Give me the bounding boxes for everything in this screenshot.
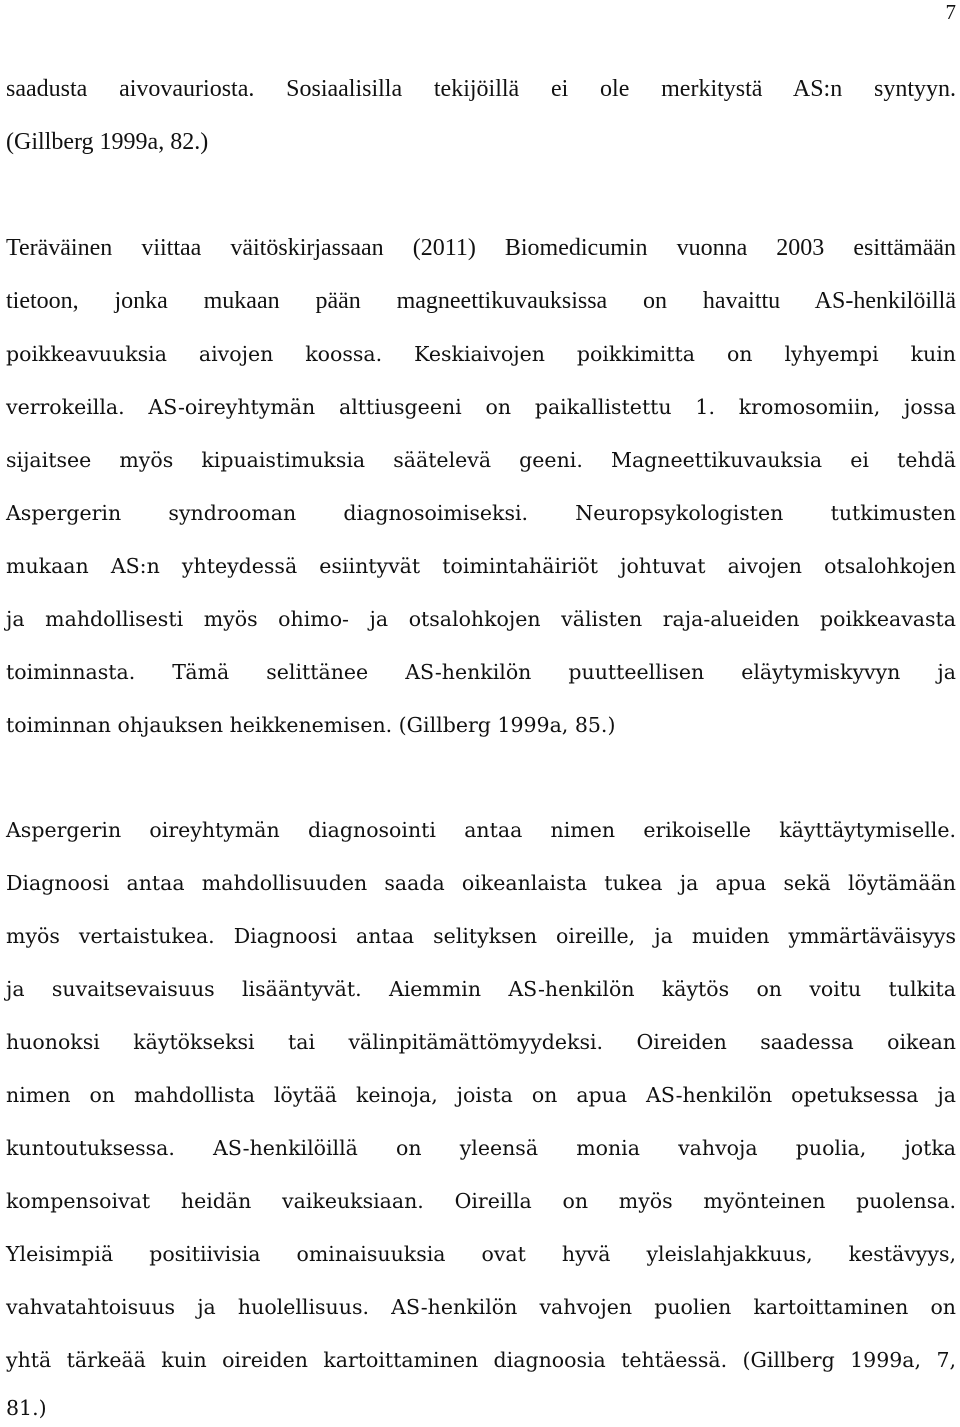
text-line: vahvatahtoisuus ja huolellisuus. AS-henkilön vahvojen puolien kartoittaminen on xyxy=(6,1295,956,1319)
text-line: (Gillberg 1999a, 82.) xyxy=(6,129,209,155)
text-line: verrokeilla. AS-oireyhtymän alttiusgeeni on paikallistettu 1. kromosomiin, jossa xyxy=(6,395,956,419)
text-line: ja mahdollisesti myös ohimo- ja otsalohkojen välisten raja-alueiden poikkeavasta xyxy=(6,607,956,631)
text-line: mukaan AS:n yhteydessä esiintyvät toimintahäiriöt johtuvat aivojen otsalohkojen xyxy=(6,554,956,578)
text-line: nimen on mahdollista löytää keinoja, joista on apua AS-henkilön opetuksessa ja xyxy=(6,1083,956,1107)
text-line: kuntoutuksessa. AS-henkilöillä on yleensä monia vahvoja puolia, jotka xyxy=(6,1136,956,1160)
text-line: Teräväinen viittaa väitöskirjassaan (2011) Biomedicumin vuonna 2003 esittämään xyxy=(6,235,956,261)
text-line: yhtä tärkeää kuin oireiden kartoittaminen diagnoosia tehtäessä. (Gillberg 1999a, 7, xyxy=(6,1348,956,1372)
text-line: Aspergerin oireyhtymän diagnosointi antaa nimen erikoiselle käyttäytymiselle. xyxy=(6,818,956,842)
text-line: kompensoivat heidän vaikeuksiaan. Oireilla on myös myönteinen puolensa. xyxy=(6,1189,956,1213)
text-line: myös vertaistukea. Diagnoosi antaa selityksen oireille, ja muiden ymmärtäväisyys xyxy=(6,924,956,948)
text-line: Diagnoosi antaa mahdollisuuden saada oikeanlaista tukea ja apua sekä löytämään xyxy=(6,871,956,895)
text-line: tietoon, jonka mukaan pään magneettikuvauksissa on havaittu AS-henkilöillä xyxy=(6,288,956,314)
text-line: poikkeavuuksia aivojen koossa. Keskiaivojen poikkimitta on lyhyempi kuin xyxy=(6,342,956,366)
text-line: Yleisimpiä positiivisia ominaisuuksia ovat hyvä yleislahjakkuus, kestävyys, xyxy=(6,1242,956,1266)
text-line: toiminnan ohjauksen heikkenemisen. (Gillberg 1999a, 85.) xyxy=(6,713,616,737)
text-line: sijaitsee myös kipuaistimuksia säätelevä geeni. Magneettikuvauksia ei tehdä xyxy=(6,448,956,472)
text-line: huonoksi käytökseksi tai välinpitämättömyydeksi. Oireiden saadessa oikean xyxy=(6,1030,956,1054)
text-line: saadusta aivovauriosta. Sosiaalisilla tekijöillä ei ole merkitystä AS:n syntyyn. xyxy=(6,76,956,102)
text-line: 81.) xyxy=(6,1396,47,1420)
text-line: Aspergerin syndrooman diagnosoimiseksi. Neuropsykologisten tutkimusten xyxy=(6,501,956,525)
page-number: 7 xyxy=(945,0,956,24)
text-line: ja suvaitsevaisuus lisääntyvät. Aiemmin AS-henkilön käytös on voitu tulkita xyxy=(6,977,956,1001)
text-line: toiminnasta. Tämä selittänee AS-henkilön puutteellisen eläytymiskyvyn ja xyxy=(6,660,956,684)
